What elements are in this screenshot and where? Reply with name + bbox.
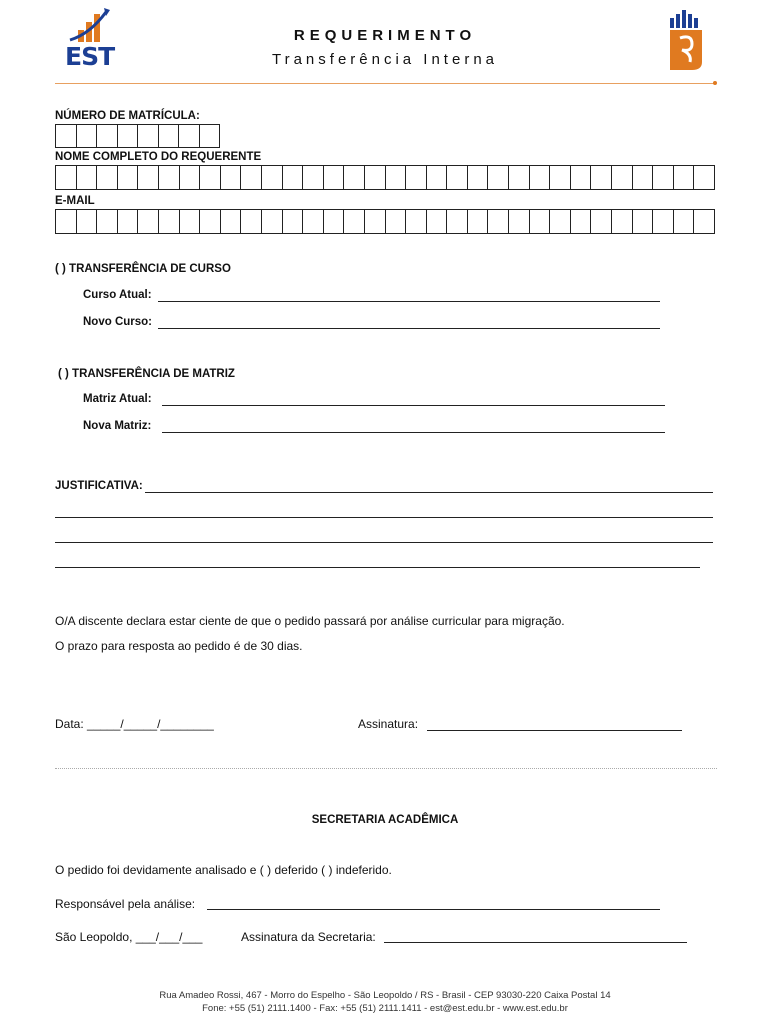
char-box[interactable] xyxy=(118,210,139,233)
char-box[interactable] xyxy=(179,125,200,147)
char-box[interactable] xyxy=(221,210,242,233)
justificativa-line-2[interactable] xyxy=(55,517,713,518)
char-box[interactable] xyxy=(653,166,674,189)
char-box[interactable] xyxy=(591,210,612,233)
char-box[interactable] xyxy=(694,210,714,233)
prazo-text: O prazo para resposta ao pedido é de 30 dias. xyxy=(55,639,303,653)
footer-contact: Fone: +55 (51) 2111.1400 - Fax: +55 (51) 2111.1411 - est@est.edu.br - www.est.edu.br xyxy=(202,1003,568,1014)
data-field[interactable]: Data: _____/_____/________ xyxy=(55,717,214,731)
char-box[interactable] xyxy=(138,166,159,189)
char-box[interactable] xyxy=(56,166,77,189)
char-box[interactable] xyxy=(283,166,304,189)
transferencia-curso-option[interactable]: ( ) TRANSFERÊNCIA DE CURSO xyxy=(55,263,231,275)
char-box[interactable] xyxy=(344,166,365,189)
footer-address: Rua Amadeo Rossi, 467 - Morro do Espelho - São Leopoldo / RS - Brasil - CEP 93030-220 Caixa Postal 14 xyxy=(159,990,611,1001)
char-box[interactable] xyxy=(303,210,324,233)
matriz-atual-field[interactable] xyxy=(162,405,665,406)
char-box[interactable] xyxy=(77,125,98,147)
char-box[interactable] xyxy=(283,210,304,233)
char-box[interactable] xyxy=(97,166,118,189)
char-box[interactable] xyxy=(200,210,221,233)
char-box[interactable] xyxy=(262,210,283,233)
matricula-label: NÚMERO DE MATRÍCULA: xyxy=(55,110,200,122)
char-box[interactable] xyxy=(694,166,714,189)
char-box[interactable] xyxy=(180,210,201,233)
char-box[interactable] xyxy=(488,166,509,189)
nova-matriz-label: Nova Matriz: xyxy=(83,420,152,432)
char-box[interactable] xyxy=(200,166,221,189)
institution-seal xyxy=(664,8,712,74)
char-box[interactable] xyxy=(97,125,118,147)
char-box[interactable] xyxy=(56,125,77,147)
char-box[interactable] xyxy=(159,125,180,147)
char-box[interactable] xyxy=(303,166,324,189)
nome-input[interactable] xyxy=(55,165,715,190)
char-box[interactable] xyxy=(550,166,571,189)
char-box[interactable] xyxy=(138,125,159,147)
secretaria-title: SECRETARIA ACADÊMICA xyxy=(311,814,459,826)
char-box[interactable] xyxy=(633,210,654,233)
char-box[interactable] xyxy=(612,210,633,233)
email-label: E-MAIL xyxy=(55,195,95,207)
declaracao-text: O/A discente declara estar ciente de que o pedido passará por análise curricular para migração. xyxy=(55,614,565,628)
char-box[interactable] xyxy=(674,166,695,189)
char-box[interactable] xyxy=(427,210,448,233)
char-box[interactable] xyxy=(406,166,427,189)
justificativa-label: JUSTIFICATIVA: xyxy=(55,480,143,492)
assinatura-secretaria-label: Assinatura da Secretaria: xyxy=(241,930,376,944)
justificativa-line-4[interactable] xyxy=(55,567,700,568)
char-box[interactable] xyxy=(138,210,159,233)
section-divider xyxy=(55,768,717,769)
nome-label: NOME COMPLETO DO REQUERENTE xyxy=(55,151,262,163)
transferencia-matriz-option[interactable]: ( ) TRANSFERÊNCIA DE MATRIZ xyxy=(58,368,235,380)
responsavel-label: Responsável pela análise: xyxy=(55,897,196,911)
char-box[interactable] xyxy=(365,166,386,189)
char-box[interactable] xyxy=(200,125,220,147)
char-box[interactable] xyxy=(509,166,530,189)
char-box[interactable] xyxy=(118,166,139,189)
char-box[interactable] xyxy=(509,210,530,233)
curso-atual-label: Curso Atual: xyxy=(83,289,152,301)
char-box[interactable] xyxy=(159,210,180,233)
char-box[interactable] xyxy=(468,166,489,189)
char-box[interactable] xyxy=(386,166,407,189)
seal-icon xyxy=(664,8,712,74)
char-box[interactable] xyxy=(530,166,551,189)
char-box[interactable] xyxy=(365,210,386,233)
char-box[interactable] xyxy=(447,210,468,233)
char-box[interactable] xyxy=(427,166,448,189)
char-box[interactable] xyxy=(674,210,695,233)
char-box[interactable] xyxy=(56,210,77,233)
header-divider xyxy=(55,83,715,84)
char-box[interactable] xyxy=(468,210,489,233)
novo-curso-label: Novo Curso: xyxy=(83,316,152,328)
char-box[interactable] xyxy=(530,210,551,233)
char-box[interactable] xyxy=(571,210,592,233)
char-box[interactable] xyxy=(77,166,98,189)
page-subtitle: Transferência Interna xyxy=(271,51,499,68)
logo-text: EST xyxy=(65,42,115,71)
char-box[interactable] xyxy=(262,166,283,189)
char-box[interactable] xyxy=(550,210,571,233)
matriz-atual-label: Matriz Atual: xyxy=(83,393,152,405)
char-box[interactable] xyxy=(653,210,674,233)
char-box[interactable] xyxy=(591,166,612,189)
char-box[interactable] xyxy=(571,166,592,189)
assinatura-field[interactable] xyxy=(427,730,682,731)
char-box[interactable] xyxy=(241,210,262,233)
assinatura-label: Assinatura: xyxy=(358,717,419,731)
char-box[interactable] xyxy=(447,166,468,189)
char-box[interactable] xyxy=(180,166,201,189)
pedido-status-text: O pedido foi devidamente analisado e ( ) deferido ( ) indeferido. xyxy=(55,863,392,877)
responsavel-field[interactable] xyxy=(207,909,660,910)
char-box[interactable] xyxy=(77,210,98,233)
char-box[interactable] xyxy=(324,166,345,189)
char-box[interactable] xyxy=(221,166,242,189)
char-box[interactable] xyxy=(97,210,118,233)
char-box[interactable] xyxy=(633,166,654,189)
email-input[interactable] xyxy=(55,209,715,234)
char-box[interactable] xyxy=(488,210,509,233)
local-data-field[interactable]: São Leopoldo, ___/___/___ xyxy=(55,930,203,944)
novo-curso-field[interactable] xyxy=(158,328,660,329)
justificativa-line-3[interactable] xyxy=(55,542,713,543)
page-title: REQUERIMENTO xyxy=(293,27,477,44)
char-box[interactable] xyxy=(324,210,345,233)
char-box[interactable] xyxy=(241,166,262,189)
nova-matriz-field[interactable] xyxy=(162,432,665,433)
char-box[interactable] xyxy=(386,210,407,233)
char-box[interactable] xyxy=(612,166,633,189)
char-box[interactable] xyxy=(118,125,139,147)
matricula-input[interactable] xyxy=(55,124,220,148)
char-box[interactable] xyxy=(159,166,180,189)
curso-atual-field[interactable] xyxy=(158,301,660,302)
justificativa-line-1[interactable] xyxy=(145,492,713,493)
char-box[interactable] xyxy=(406,210,427,233)
assinatura-secretaria-field[interactable] xyxy=(384,942,687,943)
char-box[interactable] xyxy=(344,210,365,233)
